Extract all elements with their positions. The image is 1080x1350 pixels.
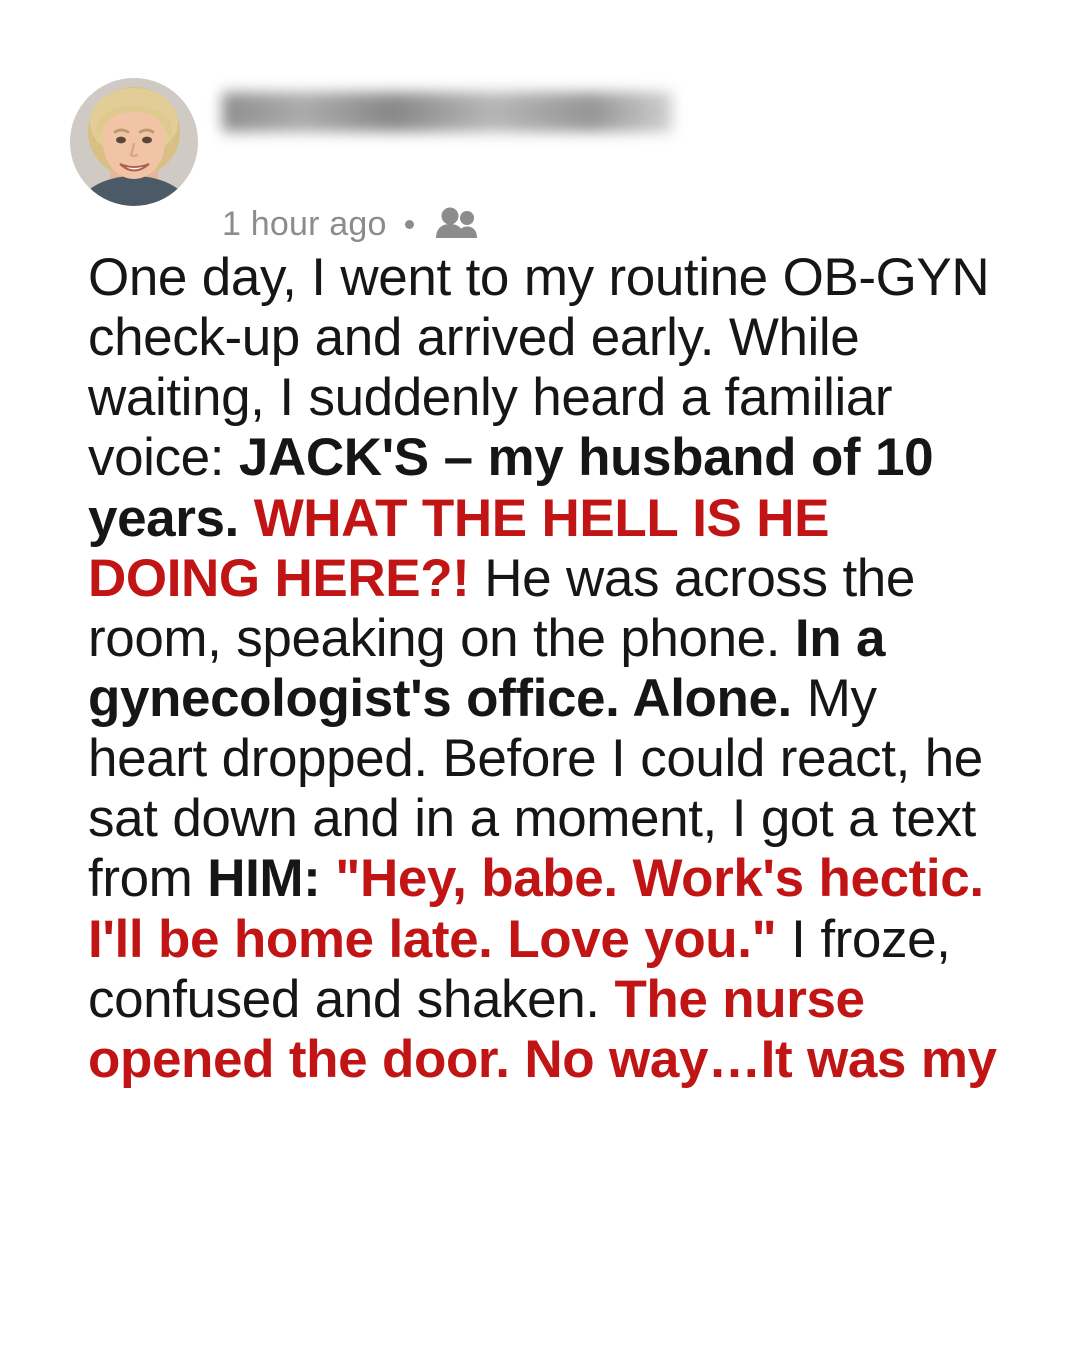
separator-dot (405, 220, 414, 229)
post-text-segment: The nurse opened the door. No way…It was my (88, 969, 997, 1089)
friends-icon[interactable] (432, 206, 480, 242)
post-text-segment: He was across the room, speaking on the phone. (88, 548, 915, 668)
post-text-segment: My heart dropped. Before I could react, he sat down and in a moment, I got a text from (88, 668, 983, 909)
post-header (70, 78, 1030, 248)
post-text-segment: One day, I went to my routine OB-GYN check-up and arrived early. While waiting, I suddenly heard a familiar voice: (88, 248, 990, 488)
post-timestamp: 1 hour ago (222, 205, 387, 243)
post-meta (222, 206, 480, 242)
avatar[interactable] (70, 78, 198, 206)
post-text-segment: "Hey, babe. Work's hectic. I'll be home late. Love you." (88, 849, 984, 969)
post-body (88, 248, 1000, 1090)
author-name[interactable] (222, 92, 672, 132)
post-text-segment: WHAT THE HELL IS HE DOING HERE?! (88, 488, 830, 608)
post-text-segment: In a gynecologist's office. Alone. (88, 608, 886, 728)
post-text-segment: HIM: (207, 849, 336, 909)
post-text-segment: I froze, confused and shaken. (88, 909, 951, 1029)
post-text-segment: JACK'S – my husband of 10 years. (88, 428, 934, 548)
